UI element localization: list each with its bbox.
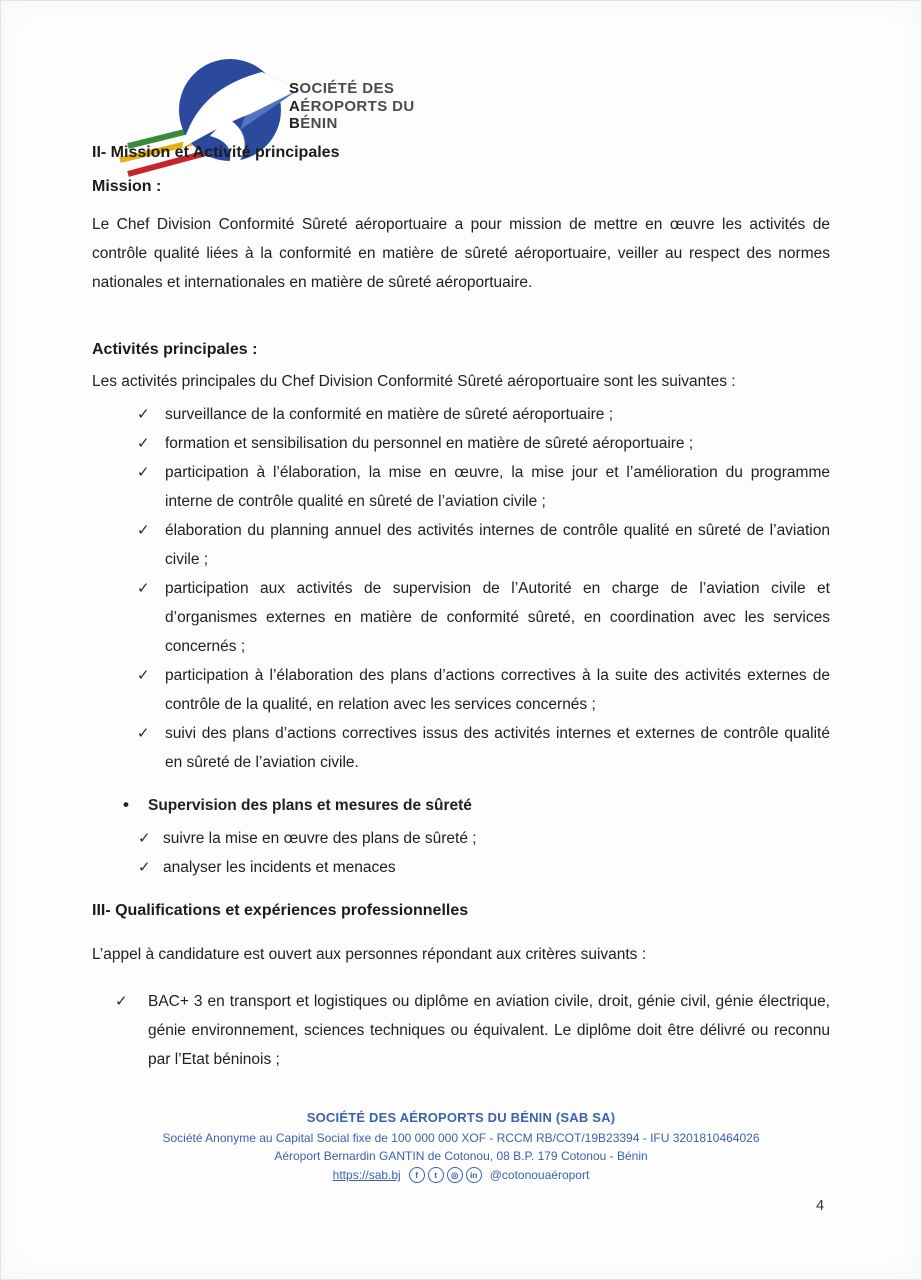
list-item-text: suivre la mise en œuvre des plans de sûreté ; [163,830,477,847]
list-item-text: participation aux activités de supervision de l’Autorité en charge de l’aviation civile et d’organismes externes en matière de conformité sûreté, en coordination avec les services concernés ; [165,580,830,655]
list-item-text: analyser les incidents et menaces [163,859,396,876]
check-icon: ✓ [138,830,151,847]
list-item-text: BAC+ 3 en transport et logistiques ou diplôme en aviation civile, droit, génie civil, génie électrique, génie environnement, sciences techniques ou équivalent. Le diplôme doit être délivré ou reconnu par l’Etat béninois ; [148,993,830,1068]
social-icons [409,1167,482,1183]
logo-line-1: SOCIÉTÉ DES [289,80,395,97]
check-icon: ✓ [137,580,150,597]
list-item [92,661,830,719]
list-item [92,719,830,777]
linkedin-icon[interactable]: in [466,1167,482,1183]
list-item-text: surveillance de la conformité en matière de sûreté aéroportuaire ; [165,406,614,423]
check-icon: ✓ [137,667,150,684]
supervision-list [92,824,830,882]
check-icon: ✓ [137,522,150,539]
activities-list [92,400,830,777]
mission-section-heading: II- Mission et Activité principales [92,144,340,161]
check-icon: ✓ [138,859,151,876]
check-icon: ✓ [137,435,150,452]
footer-address-line: Aéroport Bernardin GANTIN de Cotonou, 08 B.P. 179 Cotonou - Bénin [274,1149,648,1163]
page-footer [0,1110,922,1183]
qualifications-section-heading: III- Qualifications et expériences professionnelles [92,902,469,919]
instagram-icon[interactable]: ◎ [447,1167,463,1183]
list-item [92,458,830,516]
check-icon: ✓ [115,993,128,1010]
qualifications-list [92,987,830,1074]
list-item-text: élaboration du planning annuel des activités internes de contrôle qualité en sûreté de l’aviation civile ; [165,522,830,568]
page-number: 4 [816,1198,825,1214]
activities-intro: Les activités principales du Chef Division Conformité Sûreté aéroportuaire sont les suivantes : [92,373,736,390]
list-item-text: formation et sensibilisation du personnel en matière de sûreté aéroportuaire ; [165,435,694,452]
facebook-icon[interactable]: f [409,1167,425,1183]
logo-line-3: BÉNIN [289,115,338,132]
footer-legal-line: Société Anonyme au Capital Social fixe de 100 000 000 XOF - RCCM RB/COT/19B23394 - IFU 3201810464026 [162,1131,760,1145]
supervision-heading-text: Supervision des plans et mesures de sûreté [148,797,472,814]
list-item [92,516,830,574]
check-icon: ✓ [137,406,150,423]
activities-heading: Activités principales : [92,341,258,358]
qualifications-intro: L’appel à candidature est ouvert aux personnes répondant aux critères suivants : [92,946,647,963]
social-handle: @cotonouaéroport [489,1168,590,1182]
document-body [92,144,830,1074]
footer-company-name: SOCIÉTÉ DES AÉROPORTS DU BÉNIN (SAB SA) [306,1110,616,1125]
list-item [92,400,830,429]
footer-links-row [0,1167,922,1183]
website-link[interactable]: https://sab.bj [332,1168,401,1182]
mission-label: Mission : [92,178,162,195]
mission-paragraph: Le Chef Division Conformité Sûreté aéroportuaire a pour mission de mettre en œuvre les activités de contrôle qualité liées à la conformité en matière de sûreté aéroportuaire, veiller au respect des normes nationales et internationales en matière de sûreté aéroportuaire. [92,216,830,291]
list-item [92,987,830,1074]
logo-line-2: AÉROPORTS DU [289,97,415,115]
list-item [92,824,830,853]
list-item [92,853,830,882]
check-icon: ✓ [137,464,150,481]
twitter-icon[interactable]: t [428,1167,444,1183]
list-item-text: suivi des plans d’actions correctives issus des activités internes et externes de contrôle qualité en sûreté de l’aviation civile. [165,725,830,771]
supervision-heading [92,791,830,820]
bullet-icon: • [123,795,129,814]
list-item [92,574,830,661]
check-icon: ✓ [137,725,150,742]
list-item-text: participation à l’élaboration, la mise en œuvre, la mise jour et l’amélioration du programme interne de contrôle qualité en sûreté de l’aviation civile ; [165,464,830,510]
list-item [92,429,830,458]
list-item-text: participation à l’élaboration des plans d’actions correctives à la suite des activités externes de contrôle de la qualité, en relation avec les services concernés ; [165,667,830,713]
sab-logo-wordmark [289,80,415,133]
